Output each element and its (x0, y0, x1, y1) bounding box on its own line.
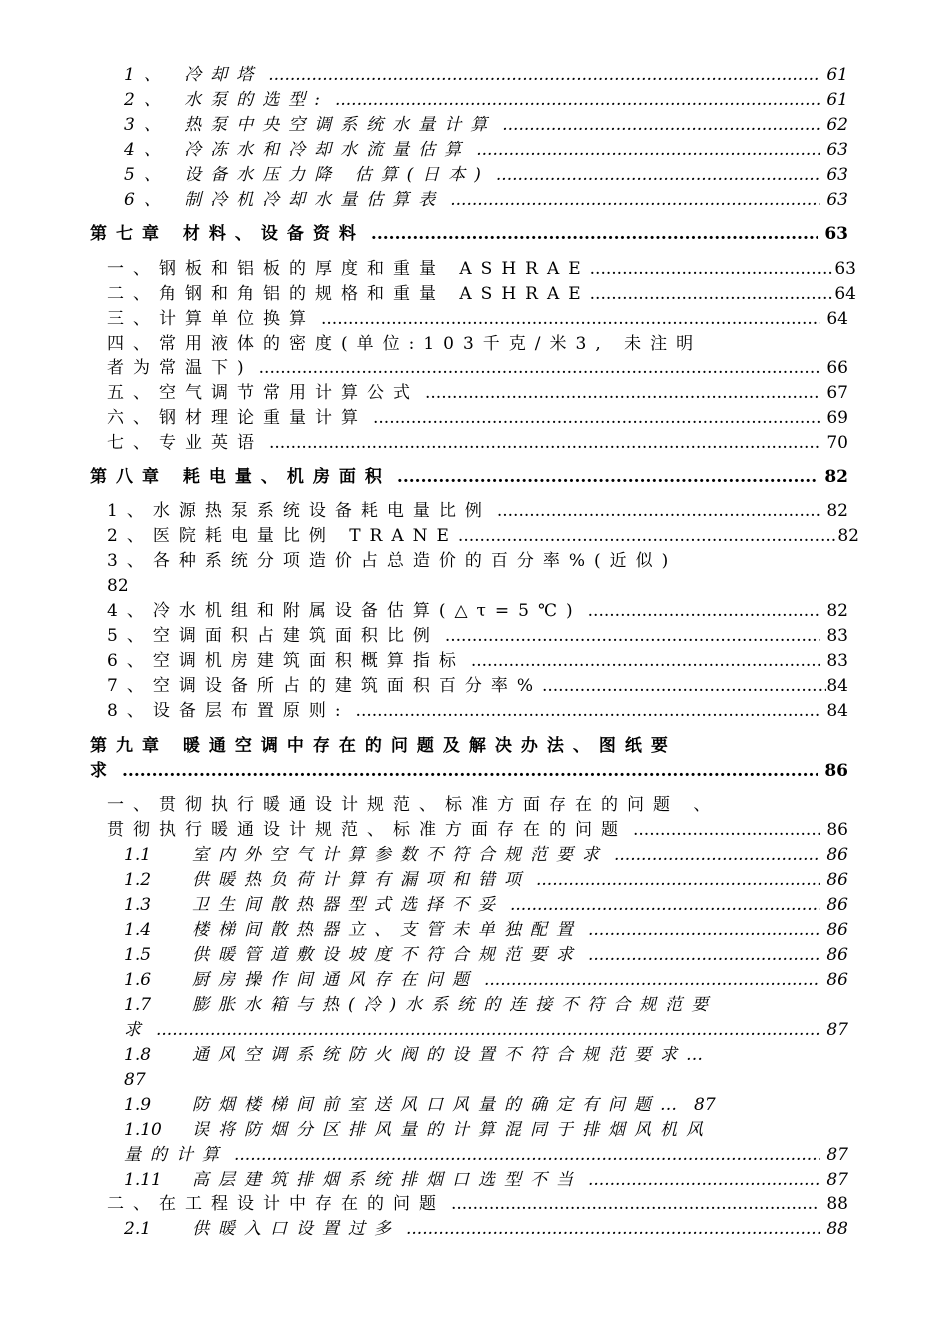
toc-leader (614, 843, 820, 867)
toc-entry-title: 4、 冷冻水和冷却水流量估算 (124, 140, 471, 160)
toc-entry-title: 防烟楼梯间前室送风口风量的确定有问题… (192, 1095, 686, 1115)
toc-section-number: 1.11 (124, 1170, 162, 1190)
toc-leader (588, 918, 820, 942)
toc-leader (542, 674, 826, 698)
toc-section-number: 1.9 (124, 1095, 152, 1115)
toc-entry[interactable] (107, 499, 848, 523)
toc-leader (445, 624, 821, 648)
toc-entry-title: 通风空调系统防火阀的设置不符合规范要求… (192, 1045, 712, 1065)
toc-page-number: 84 (826, 701, 848, 721)
toc-page-number: 86 (826, 970, 848, 990)
toc-leader (406, 1217, 820, 1241)
toc-chapter-title: 第八章 耗电量、机房面积 (90, 467, 391, 487)
toc-entry[interactable] (107, 282, 856, 306)
toc-leader (451, 1192, 820, 1216)
toc-section-number: 1.7 (124, 995, 152, 1015)
toc-section-number: 1.6 (124, 970, 152, 990)
toc-entry-title: 2、医院耗电量比例 TRANE (107, 526, 458, 546)
toc-page-number: 83 (826, 651, 848, 671)
toc-page-number: 70 (826, 433, 848, 453)
toc-entry-title: 厨房操作间通风存在问题 (192, 970, 478, 990)
toc-entry-title: 二、在工程设计中存在的问题 (107, 1194, 445, 1214)
toc-entry-title: 1、 冷却塔 (124, 65, 263, 85)
toc-entry-title: 3、 热泵中央空调系统水量计算 (124, 115, 497, 135)
toc-page-number: 82 (837, 526, 859, 546)
toc-entry-title: 量的计算 (124, 1145, 228, 1165)
toc-entry[interactable] (124, 868, 848, 892)
toc-entry-title: 高层建筑排烟系统排烟口选型不当 (192, 1170, 582, 1190)
toc-entry-title: 误将防烟分区排风量的计算混同于排烟风机风 (192, 1120, 712, 1140)
toc-page-number: 63 (826, 190, 848, 210)
toc-page-number: 82 (107, 576, 129, 596)
toc-entry-title: 4、冷水机组和附属设备估算(△τ=5℃) (107, 601, 582, 621)
toc-entry-title: 卫生间散热器型式选择不妥 (192, 895, 504, 915)
toc-entry-title: 7、空调设备所占的建筑面积百分率% (107, 676, 542, 696)
toc-entry[interactable] (124, 943, 848, 967)
toc-section-number: 1.2 (124, 870, 152, 890)
toc-page-number: 61 (826, 65, 848, 85)
toc-leader (425, 381, 820, 405)
toc-chapter-title: 第七章 材料、设备资料 (90, 224, 365, 244)
toc-entry[interactable] (107, 599, 848, 623)
toc-page-number: 84 (826, 676, 848, 696)
toc-leader (373, 406, 820, 430)
toc-entry-wrapped[interactable] (124, 1043, 712, 1067)
toc-entry-title: 者为常温下) (107, 358, 253, 378)
toc-entry[interactable] (107, 1192, 848, 1216)
toc-page-number: 87 (124, 1070, 146, 1090)
toc-page-number: 86 (826, 895, 848, 915)
toc-entry-title: 室内外空气计算参数不符合规范要求 (192, 845, 608, 865)
toc-entry-title: 贯彻执行暖通设计规范、标准方面存在的问题 (107, 820, 627, 840)
toc-entry[interactable] (107, 674, 848, 698)
toc-entry-wrapped[interactable] (124, 1118, 712, 1142)
toc-entry-title: 8、设备层布置原则: (107, 701, 350, 721)
toc-page-number: 86 (826, 920, 848, 940)
toc-page-number: 82 (826, 601, 848, 621)
toc-leader (497, 499, 821, 523)
toc-leader (588, 943, 820, 967)
toc-entry[interactable] (107, 307, 848, 331)
toc-entry-title: 七、专业英语 (107, 433, 263, 453)
toc-entry-title: 6、 制冷机冷却水量估算表 (124, 190, 445, 210)
toc-entry[interactable] (107, 431, 848, 455)
toc-leader (510, 893, 820, 917)
toc-section-number: 1.10 (124, 1120, 162, 1140)
toc-page-number: 86 (826, 820, 848, 840)
toc-entry[interactable] (124, 1143, 848, 1167)
toc-entry[interactable] (124, 1168, 848, 1192)
toc-entry[interactable] (107, 524, 859, 548)
toc-entry[interactable] (124, 1093, 848, 1117)
toc-entry-title: 二、角钢和角铝的规格和重量 ASHRAE (107, 284, 590, 304)
toc-entry-title: 供暖入口设置过多 (192, 1219, 400, 1239)
toc-page-number: 62 (826, 115, 848, 135)
toc-leader (234, 1143, 820, 1167)
toc-page-number: 67 (826, 383, 848, 403)
toc-page-number: 64 (826, 309, 848, 329)
toc-page-number: 63 (826, 165, 848, 185)
toc-page-number: 69 (826, 408, 848, 428)
toc-entry[interactable] (124, 968, 848, 992)
toc-entry[interactable] (107, 818, 848, 842)
toc-entry[interactable] (124, 1018, 848, 1042)
toc-leader (156, 1018, 820, 1042)
toc-page-number: 87 (826, 1170, 848, 1190)
toc-entry[interactable] (107, 381, 848, 405)
toc-entry-wrapped[interactable]: 四、常用液体的密度(单位:103千克/米3, 未注明 (107, 334, 703, 354)
toc-section-number: 1.1 (124, 845, 152, 865)
toc-page-number: 87 (826, 1020, 848, 1040)
toc-entry[interactable] (124, 843, 848, 867)
toc-page-number: 82 (824, 467, 848, 487)
toc-entry-title: 楼梯间散热器立、支管未单独配置 (192, 920, 582, 940)
toc-leader (269, 431, 820, 455)
toc-leader (471, 649, 821, 673)
toc-section-number: 1.4 (124, 920, 152, 940)
toc-entry-title: 6、空调机房建筑面积概算指标 (107, 651, 465, 671)
toc-leader (397, 465, 818, 489)
toc-entry[interactable] (124, 63, 848, 87)
toc-page-number: 63 (834, 259, 856, 279)
toc-entry[interactable] (124, 113, 848, 137)
toc-entry[interactable] (107, 257, 856, 281)
toc-entry-title: 5、空调面积占建筑面积比例 (107, 626, 439, 646)
toc-leader (335, 88, 820, 112)
toc-entry[interactable] (124, 88, 848, 112)
toc-chapter[interactable] (90, 222, 848, 246)
toc-leader (321, 307, 820, 331)
toc-entry-wrapped[interactable]: 一、贯彻执行暖通设计规范、标准方面存在的问题 、 (107, 795, 720, 815)
toc-page-number: 86 (826, 845, 848, 865)
toc-section-number: 1.3 (124, 895, 152, 915)
toc-page-number: 64 (834, 284, 856, 304)
toc-leader (371, 222, 818, 246)
toc-entry-title: 五、空气调节常用计算公式 (107, 383, 419, 403)
toc-entry-title: 1、水源热泵系统设备耗电量比例 (107, 501, 491, 521)
toc-leader (259, 356, 821, 380)
toc-entry-wrapped[interactable] (124, 993, 717, 1017)
toc-page-number: 86 (824, 761, 848, 781)
toc-entry-title: 求 (124, 1020, 150, 1040)
toc-leader (502, 113, 820, 137)
toc-chapter-title: 求 (90, 761, 116, 781)
toc-entry-wrapped[interactable]: 3、各种系统分项造价占总造价的百分率%(近似) (107, 551, 678, 571)
toc-page-number: 88 (826, 1219, 848, 1239)
toc-page-number: 86 (826, 870, 848, 890)
toc-page-number: 87 (694, 1095, 716, 1115)
toc-entry[interactable] (107, 649, 848, 673)
toc-leader (484, 968, 820, 992)
toc-page-number: 63 (826, 140, 848, 160)
toc-page-number: 66 (826, 358, 848, 378)
toc-leader (588, 599, 821, 623)
toc-entry-title: 供暖管道敷设坡度不符合规范要求 (192, 945, 582, 965)
toc-leader (590, 257, 835, 281)
toc-section-number: 1.5 (124, 945, 152, 965)
toc-entry[interactable] (107, 356, 848, 380)
toc-entry[interactable] (124, 163, 848, 187)
toc-entry-title: 一、钢板和铝板的厚度和重量 ASHRAE (107, 259, 590, 279)
toc-entry[interactable] (124, 138, 848, 162)
toc-entry-title: 供暖热负荷计算有漏项和错项 (192, 870, 530, 890)
toc-leader (588, 1168, 820, 1192)
toc-page-number: 87 (826, 1145, 848, 1165)
toc-leader (122, 759, 818, 783)
toc-entry[interactable] (124, 893, 848, 917)
toc-entry-title: 六、钢材理论重量计算 (107, 408, 367, 428)
toc-leader (458, 524, 837, 548)
toc-page-number: 63 (824, 224, 848, 244)
toc-leader (356, 699, 821, 723)
toc-entry-title: 膨胀水箱与热(冷)水系统的连接不符合规范要 (192, 995, 718, 1015)
toc-section-number: 1.8 (124, 1045, 152, 1065)
toc-chapter-title[interactable]: 第九章 暖通空调中存在的问题及解决办法、图纸要 (90, 736, 677, 756)
toc-leader (590, 282, 835, 306)
toc-chapter[interactable] (90, 465, 848, 489)
toc-leader (536, 868, 820, 892)
toc-entry-title: 2、 水泵的选型: (124, 90, 329, 110)
toc-page-number: 61 (826, 90, 848, 110)
toc-leader (450, 188, 820, 212)
toc-entry[interactable] (124, 918, 848, 942)
toc-page-number: 82 (826, 501, 848, 521)
toc-entry[interactable] (107, 624, 848, 648)
toc-entry[interactable] (107, 406, 848, 430)
toc-entry-title: 5、 设备水压力降 估算(日本) (124, 165, 490, 185)
toc-entry[interactable] (124, 188, 848, 212)
toc-page-number: 88 (826, 1194, 848, 1214)
toc-section-number: 2.1 (124, 1219, 152, 1239)
toc-leader (476, 138, 820, 162)
toc-page-number: 83 (826, 626, 848, 646)
toc-leader (268, 63, 820, 87)
toc-page-number: 86 (826, 945, 848, 965)
toc-entry[interactable] (107, 699, 848, 723)
toc-leader (633, 818, 820, 842)
toc-entry[interactable] (124, 1217, 848, 1241)
toc-entry-title: 三、计算单位换算 (107, 309, 315, 329)
toc-leader (496, 163, 820, 187)
toc-chapter[interactable] (90, 759, 848, 783)
